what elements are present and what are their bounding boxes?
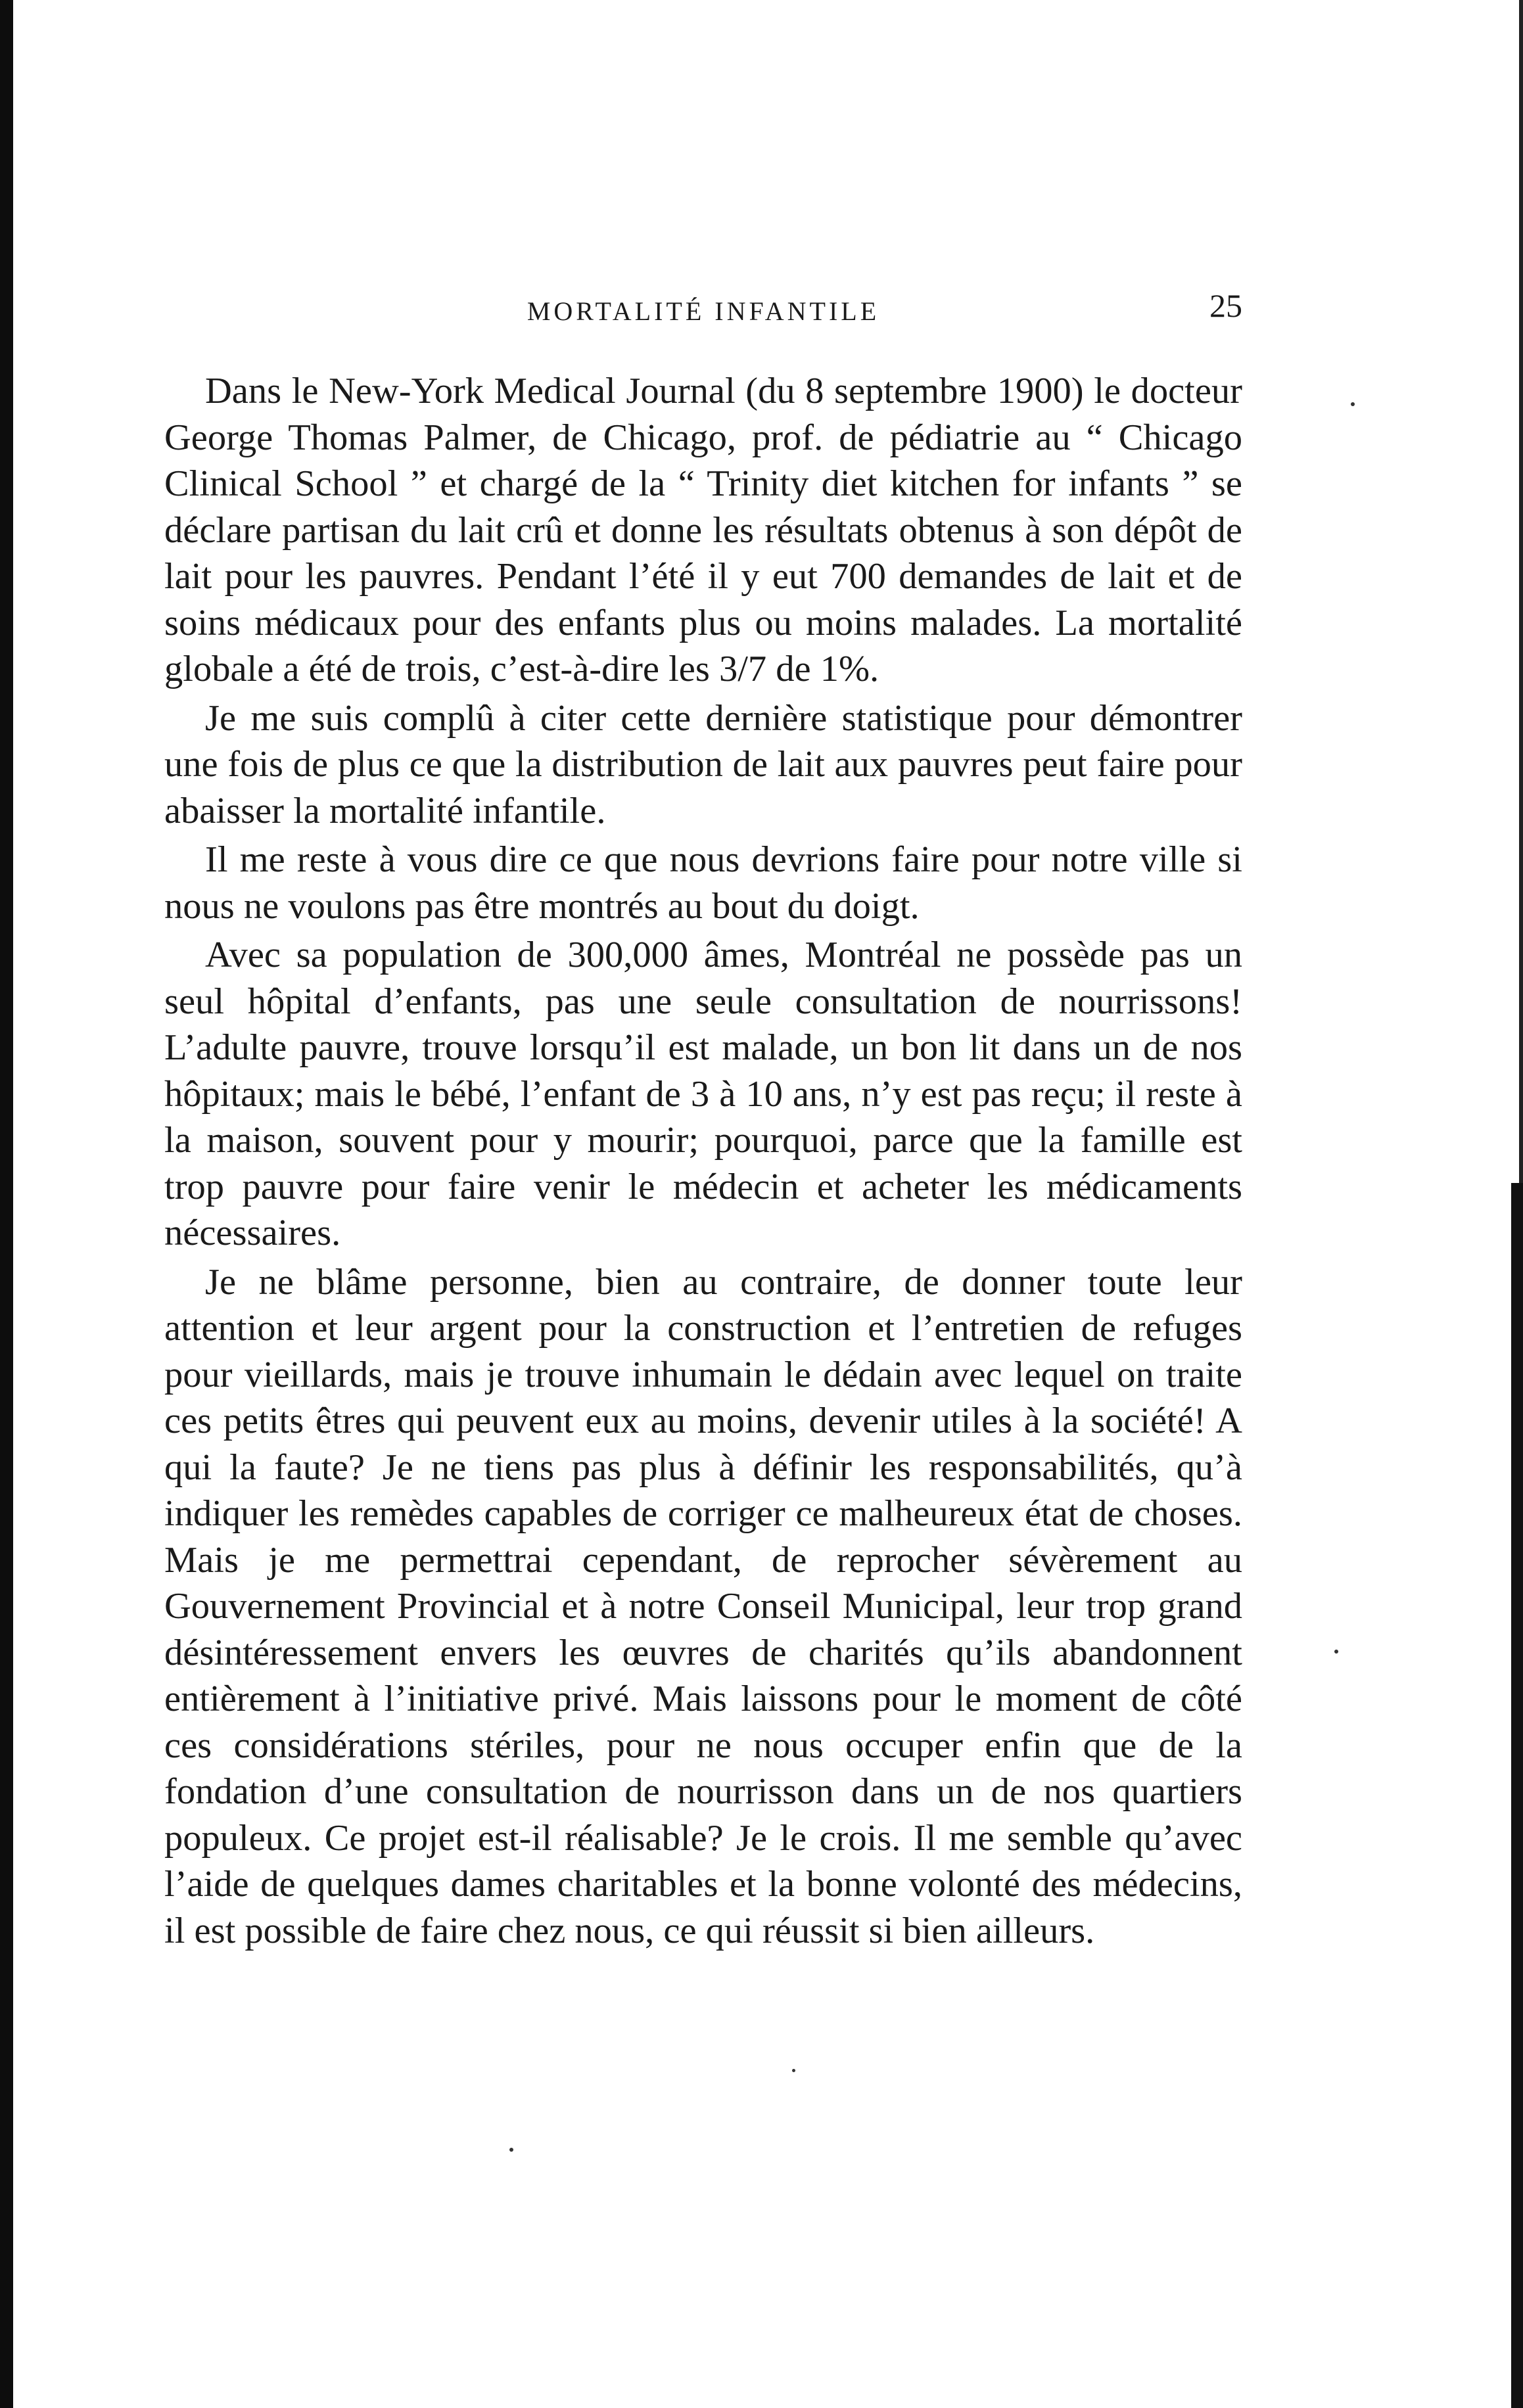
book-page <box>164 283 1242 1956</box>
page-number: 25 <box>1209 287 1242 324</box>
paragraph-1: Dans le New-York Medical Journal (du 8 septembre 1900) le docteur George Thomas Palmer, de Chicago, prof. de pédiatrie au “ Chicago Clinical School ” et chargé de la “ Trinity diet kitchen for infants ” se déclare partisan du lait crû et donne les résultats obtenus à son dépôt de lait pour les pauvres. Pendant l’été il y eut 700 demandes de lait et de soins médicaux pour des enfants plus ou moins malades. La mortalité globale a été de trois, c’est-à-dire les 3/7 de 1%. <box>164 371 1242 689</box>
scan-speck <box>509 2148 513 2152</box>
scan-speck <box>1351 402 1355 406</box>
scan-border-right-top <box>1519 0 1523 1183</box>
paragraph-5: Je ne blâme personne, bien au contraire, de donner toute leur attention et leur argent pour la construction et l’entretien de refuges pour vieillards, mais je trouve inhumain le dédain avec lequel on traite ces petits êtres qui peuvent eux au moins, devenir utiles à la société! A qui la faute? Je ne tiens pas plus à définir les responsabilités, qu’à indiquer les remèdes capables de corriger ce malheureux état de choses. Mais je me permettrai cependant, de reprocher sévèrement au Gouvernement Provincial et à notre Conseil Municipal, leur trop grand désintéressement envers les œuvres de charités qu’ils abandonnent entièrement à l’initiative privé. Mais laissons pour le moment de côté ces considérations stériles, pour ne nous occuper enfin que de la fondation d’une consultation de nourrisson dans un de nos quartiers populeux. Ce projet est-il réalisable? Je le crois. Il me semble qu’avec l’aide de quelques dames charitables et la bonne volonté des médecins, il est possible de faire chez nous, ce qui réussit si bien ailleurs. <box>164 1261 1242 1951</box>
paragraph-3: Il me reste à vous dire ce que nous devrions faire pour notre ville si nous ne voulons pas être montrés au bout du doigt. <box>164 839 1242 927</box>
running-title: MORTALITÉ INFANTILE <box>527 296 880 326</box>
paragraph-4: Avec sa population de 300,000 âmes, Montréal ne possède pas un seul hôpital d’enfants, pas une seule consultation de nourrissons! L’adulte pauvre, trouve lorsqu’il est malade, un bon lit dans un de nos hôpitaux; mais le bébé, l’enfant de 3 à 10 ans, n’y est pas reçu; il reste à la maison, souvent pour y mourir; pourquoi, parce que la famille est trop pauvre pour faire venir le médecin et acheter les médicaments nécessaires. <box>164 935 1242 1253</box>
running-head <box>164 283 1242 342</box>
scan-speck <box>792 2069 795 2072</box>
scan-border-right <box>1511 1183 1523 2408</box>
scan-speck <box>1334 1650 1338 1654</box>
body-text <box>164 368 1242 1954</box>
scan-border-left <box>0 0 13 2408</box>
paragraph-2: Je me suis complû à citer cette dernière statistique pour démontrer une fois de plus ce que la distribution de lait aux pauvres peut faire pour abaisser la mortalité infantile. <box>164 697 1242 831</box>
